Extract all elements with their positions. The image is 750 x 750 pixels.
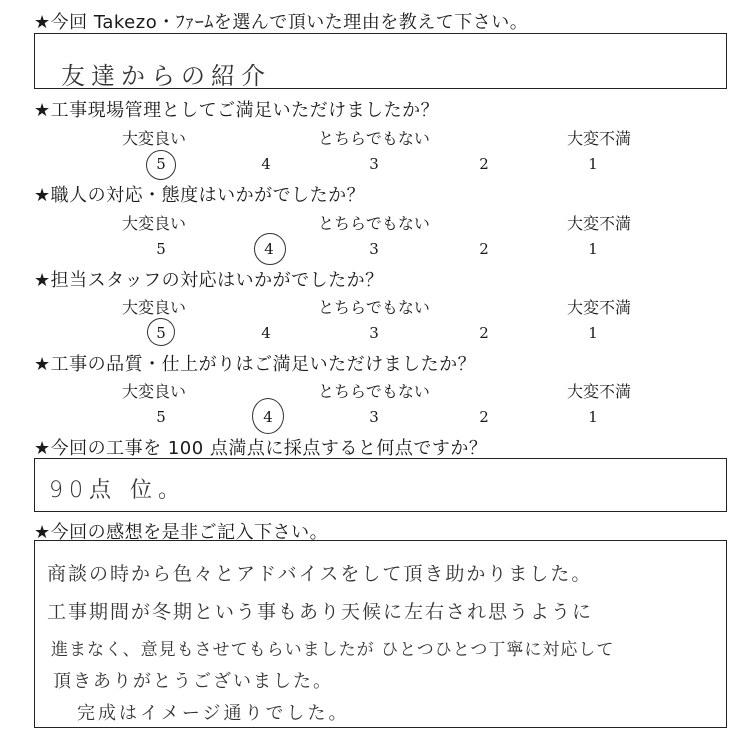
- scale-label-best: 大変良い: [122, 382, 187, 401]
- scale-option-3[interactable]: 3: [369, 240, 379, 258]
- scale-label-best: 大変良い: [122, 214, 187, 233]
- scale-option-1[interactable]: 1: [588, 155, 598, 173]
- scale-option-4[interactable]: 4: [261, 324, 271, 342]
- question-reason: ★今回 Takezo・ﾌｧｰﾑを選んで頂いた理由を教えて下さい。: [34, 12, 529, 33]
- scale-option-1[interactable]: 1: [588, 240, 598, 258]
- impression-line: 商談の時から色々とアドバイスをして頂き助かりました。: [47, 563, 593, 585]
- answer-reason: 友達からの紹介: [61, 62, 271, 90]
- impression-line: 進まなく、意見もさせてもらいましたが ひとつひとつ丁寧に対応して: [51, 640, 615, 660]
- scale-option-2[interactable]: 2: [479, 324, 489, 342]
- scale-option-1[interactable]: 1: [588, 324, 598, 342]
- question-quality-finish: ★工事の品質・仕上がりはご満足いただけましたか？: [34, 354, 477, 375]
- scale-label-best: 大変良い: [122, 129, 187, 148]
- scale-option-3[interactable]: 3: [369, 408, 379, 426]
- selection-circle: [254, 233, 286, 265]
- question-impressions: ★今回の感想を是非ご記入下さい。: [34, 522, 329, 543]
- scale-label-worst: 大変不満: [567, 129, 632, 148]
- selection-circle: [252, 398, 284, 434]
- scale-label-neutral: とちらでもない: [318, 382, 430, 401]
- question-staff-response: ★担当スタッフの対応はいかがでしたか？: [34, 270, 384, 291]
- scale-option-5[interactable]: 5: [156, 324, 166, 342]
- impression-line: 頂きありがとうございました。: [53, 671, 333, 692]
- scale-option-4[interactable]: 4: [264, 240, 274, 258]
- answer-box-reason: [34, 33, 727, 89]
- scale-option-1[interactable]: 1: [588, 408, 598, 426]
- scale-option-3[interactable]: 3: [369, 155, 379, 173]
- answer-box-impressions: [34, 540, 727, 728]
- impression-line: 完成はイメージ通りでした。: [77, 703, 350, 724]
- impression-line: 工事期間が冬期という事もあり天候に左右され思うように: [47, 601, 594, 623]
- scale-label-worst: 大変不満: [567, 382, 632, 401]
- scale-option-4[interactable]: 4: [261, 155, 271, 173]
- answer-score: 90点 位。: [49, 478, 186, 503]
- answer-box-score: [34, 458, 727, 512]
- scale-option-5[interactable]: 5: [156, 408, 166, 426]
- scale-option-5[interactable]: 5: [156, 155, 166, 173]
- selection-circle: [145, 316, 177, 348]
- scale-label-neutral: とちらでもない: [318, 129, 430, 148]
- scale-label-worst: 大変不満: [567, 214, 632, 233]
- scale-option-5[interactable]: 5: [156, 240, 166, 258]
- scale-option-2[interactable]: 2: [479, 408, 489, 426]
- scale-option-2[interactable]: 2: [479, 155, 489, 173]
- question-score: ★今回の工事を 100 点満点に採点すると何点ですか？: [34, 438, 488, 459]
- scale-label-best: 大変良い: [122, 298, 187, 317]
- scale-option-3[interactable]: 3: [369, 324, 379, 342]
- scale-option-2[interactable]: 2: [479, 240, 489, 258]
- scale-label-neutral: とちらでもない: [318, 214, 430, 233]
- scale-option-4[interactable]: 4: [263, 408, 273, 426]
- selection-circle: [144, 148, 178, 182]
- question-site-management: ★工事現場管理としてご満足いただけましたか？: [34, 100, 440, 121]
- scale-label-worst: 大変不満: [567, 298, 632, 317]
- question-craftsman-attitude: ★職人の対応・態度はいかがでしたか？: [34, 185, 366, 206]
- scale-label-neutral: とちらでもない: [318, 298, 430, 317]
